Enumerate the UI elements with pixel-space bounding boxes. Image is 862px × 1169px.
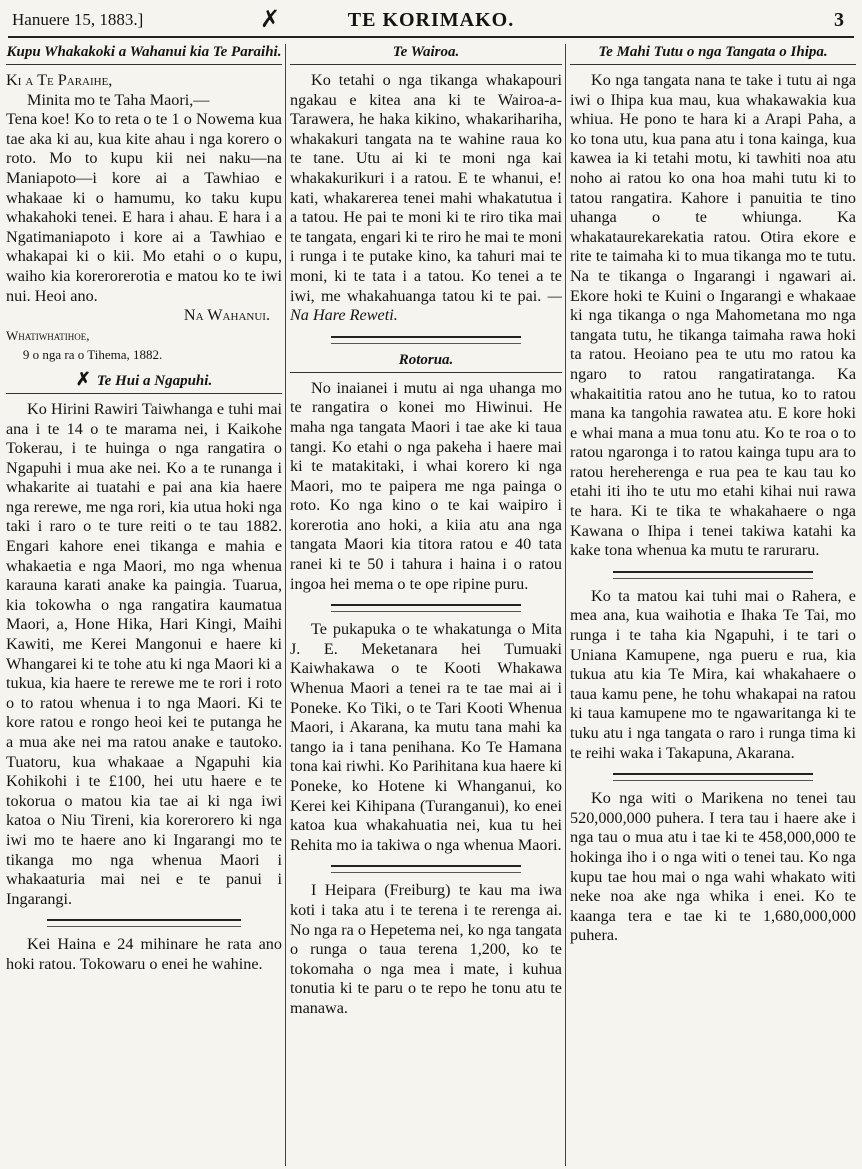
letter-signature: Na Wahanui.	[183, 306, 270, 325]
letter-place: Whatiwhatihoe,	[6, 327, 90, 343]
cross-mark-icon: ✗	[75, 368, 91, 389]
section-divider	[331, 604, 521, 612]
page-header	[8, 8, 854, 38]
column-1	[6, 44, 282, 1164]
section-divider	[47, 919, 240, 927]
article-body: Ko tetahi o nga tikanga whakapouri ngakau e kitea ana ki te Wairoa-a-Tarawera, he haka kikino, whakarihariha, whakakuri tangata na te wahine raua ko te tane. Utu ai ki te moni nga kai whakakurikuri i a ratou. E te whanui, e! kati, whakarerea tenei mahi whakatutua i a tatou. He pai te moni ki te riro tika mai te tangata, engari ki te riro he mai te moni i runga i te putake kino, ka tahuri mai te moni, ki te tata i a tatou. Ko tenei a te iwi, me whakahuanga tatou ki te pai. —Na Hare Reweti.	[290, 71, 562, 325]
news-item: Ko ta matou kai tuhi mai o Rahera, e mea ana, kua waihotia e Ihaka Te Tai, mo runga i te taha kia Ngapuhi, i te tari o Uniana Kamupene, nga pueru e rua, kia tukua atu kia Te Mira, kai whakahaere o taua kamu pene, he tohu whakapai na ratou ki taua kamupene mo te ngawaritanga ki te tuku atu i nga tangata o raro i runga tima ki te reihi waka i Takapuna, Akarana.	[570, 586, 856, 762]
news-item: I Heipara (Freiburg) te kau ma iwa koti i taka atu i te terena i te rerenga ai. No nga ra o Hepetema nei, ko nga tangata o runga o taua terena 1,200, ko te tokomaha o nga mea i mate, i kuhua tonutia ki te paru o te repo he tonu atu te manawa.	[290, 881, 562, 1017]
page-number: 3	[834, 9, 844, 31]
column-3	[570, 44, 856, 1164]
section-divider	[613, 571, 813, 579]
section-divider	[613, 773, 813, 781]
section-divider	[331, 336, 521, 344]
article-signature: —Na Hare Reweti.	[290, 286, 562, 325]
letter-date: 9 o nga ra o Tihema, 1882.	[22, 347, 163, 363]
newspaper-title: TE KORIMAKO.	[347, 9, 515, 31]
column-divider	[285, 44, 286, 1166]
letter-addressee-role: Minita mo te Taha Maori,—	[27, 90, 210, 109]
article-title: Te Wairoa.	[290, 44, 562, 65]
article-title: Te Mahi Tutu o nga Tangata o Ihipa.	[570, 44, 856, 65]
issue-date: Hanuere 15, 1883.]	[12, 10, 144, 29]
article-title: ✗ Te Hui a Ngapuhi.	[6, 371, 282, 394]
column-2	[290, 44, 562, 1164]
article-title: Kupu Whakakoki a Wahanui kia Te Paraihi.	[6, 44, 282, 65]
article-title: Rotorua.	[290, 352, 562, 373]
section-divider	[331, 865, 521, 873]
article-body: Ko Hirini Rawiri Taiwhanga e tuhi mai ana i te 14 o te marama nei, i Kaikohe Tokerau, i te huinga o nga rangatira o Ngapuhi i mua ake nei. Ko a te runanga i whakarite ai tuatahi e pai ana kia haere nga rerewe, me nga rori, kia utua hoki nga taki i raro o te ture reiti o te tau 1882. Engari kahore enei tikanga e mahia e whakaetia e nga Maori, mo nga whenua karauna karati anake ka paingia. Tuarua, kia tokowha o nga rangatira kaumatua Maori, a, Hone Hika, Hari Kingi, Maihi Kawiti, me Kerei Mangonui e haere ki Whangarei ki te tohe atu ki nga Maori ki a tukua, kia haere te rerewe me te rori i roto o to ratou whenua i to nga Maori. Ki te kore ratou e rongo heoi kei te putanga he a mua ake nei ma ratou anake e tautoko. Tuatoru, kua whakaae a Ngapuhi kia Kohikohi i te £100, hei utu haere e te tokorua o matou kia tae ai ki nga iwi katoa o Niu Tireni, kia korerorero ki nga iwi mo te haere ano ki Ingarangi mo te tikanga mo nga whenua Maori i whakaaturia mai nei e te panui i Ingarangi.	[6, 399, 282, 908]
article-body: Ko nga tangata nana te take i tutu ai nga iwi o Ihipa kua mau, kua whakawakia kua whiua. He pono te hara ki a Arapi Paha, a ko tona utu, kua pana atu i tona kainga, kua kawea ia ki tetahi motu, ki tawhiti noa atu noho ai ratou ko ona hoa mahi tutu ki to tatou rangatira. Kahore i panuitia te tino uhanga o te whiunga. Ka whakataurekarekatia ratou. Otira ekore e rite te taimaha ki to mua tikanga mo te tutu. Na te tikanga o Ingarangi i ngawari ai. Ekore hoki te Kuini o Ingarangi e whakaae ki nga tikanga o nga Mahometana mo nga tangata tutu, he tikanga taimaha rawa hoki ta ratou. Heoiano pea te utu mo ratou ka ngaro to ratou rangatiratanga. Ka whakaititia ratou ano he tutua, ko to ratou mana ka tangohia rawatea atu. E kore hoki e whai mana a mua tonu atu. Ko te roa o to ratou ngaronga i to ratou kainga tupu ara to ratou hereherenga e rua pea te kau tau ko etahi iti iho te utu mo etahi kihai nui rawa te hara. Ki te tika te whakahaere o nga Kawana o Ihipa i tenei takiwa katahi ka kake tona whenua ka mutu te raruraru.	[570, 71, 856, 560]
letter-salutation: Ki a Te Paraihe,	[6, 71, 113, 89]
column-divider	[565, 44, 566, 1166]
letter-body: Tena koe! Ko to reta o te 1 o Nowema kua tae aka ki au, kua kite ahau i nga korero o roto. Mo to kupu kii nei naku—na Maniapoto—i kore ai a Tawhiao e whakaae ki o hamumu, ko taku kupu whakahoki tenei. E hara i ahau. E hara i a Ngatimaniapoto i kore ai a Tawhiao e whakapai ki o kii. Mo etahi o o kupu, waiho kia korerorerotia e matou ko te iwi nui. Heoi ano.	[6, 110, 282, 305]
cross-mark-icon: ✗	[260, 7, 281, 33]
news-item: Te pukapuka o te whakatunga o Mita J. E. Meketanara hei Tumuaki Kaiwhakawa o te Kooti Whakawa Whenua Maori a tenei ra te tae mai ai i Poneke. Ko Tiki, o te Tari Kooti Whenua Maori, i Akarana, ka mutu tana mahi ka tango ia i tana penihana. Ko Te Hamana tona kai riwhi. Ko Parihitana kua haere ki Poneke, ko Hotene ki Whanganui, ko Kerei kei Kihipana (Turanganui), ko enei katoa kua whakahuatia nei, kua tu hei Rehita mo ia takiwa o nga whenua Maori.	[290, 620, 562, 854]
article-body: No inaianei i mutu ai nga uhanga mo te rangatira o konei mo Hiwinui. He maha nga tangata Maori i tae ake ki taua tangi. Ko etahi o nga pakeha i haere mai ki te matakitaki, i whai korero ki nga Maori, mo te paipera me nga painga o roto. Ko nga kino o te kai waipiro i korerotia ano hoki, a kiia atu ana nga tangata Maori kia titora ratou e 40 tata ranei ki te 50 i tahura i haina i o ratou ingoa hei mema o te ope ripine puru.	[290, 378, 562, 593]
news-item: Ko nga witi o Marikena no tenei tau 520,000,000 puhera. I tera tau i haere ake i nga tau o mua atu i tae ki te 458,000,000 te hokinga iho i o nga witi o tenei tau. Ko nga kupu tae hou mai o nga wahi whakato witi neke noa ake nga whika i enei. Ko te kaanga tera e tae ki te 1,680,000,000 puhera.	[570, 789, 856, 945]
news-item: Kei Haina e 24 mihinare he rata ano hoki ratou. Tokowaru o enei he wahine.	[6, 935, 282, 973]
